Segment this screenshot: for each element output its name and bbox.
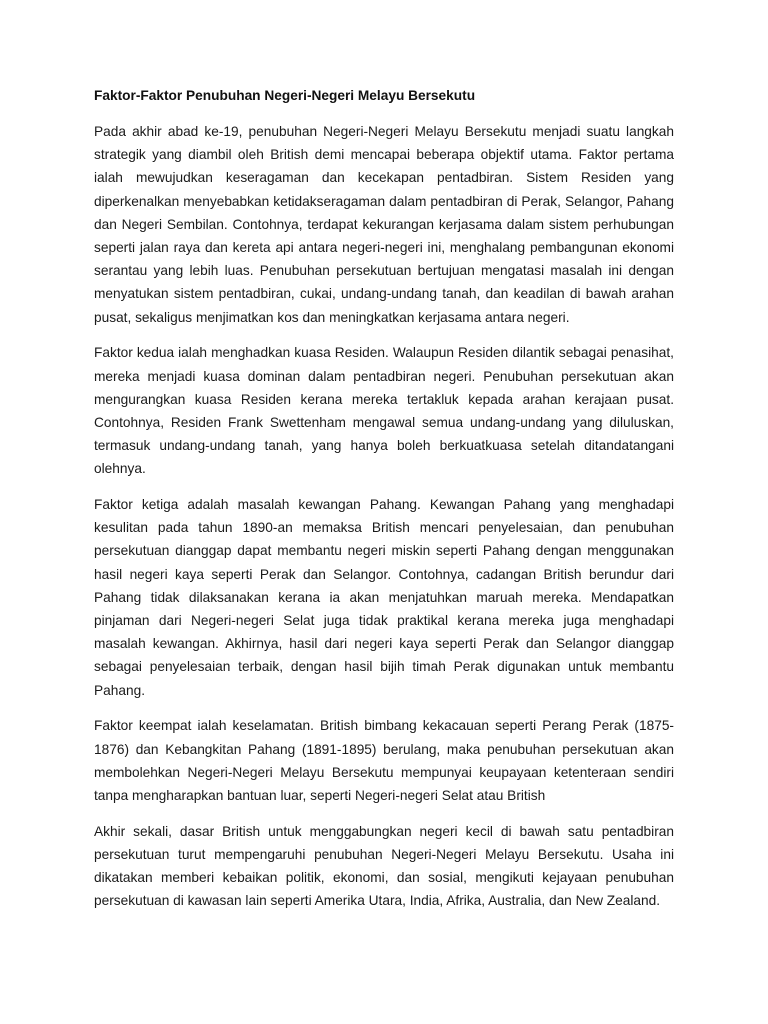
document-body [94, 84, 674, 925]
paragraph-4: Faktor keempat ialah keselamatan. British bimbang kekacauan seperti Perang Perak (1875-1876) dan Kebangkitan Pahang (1891-1895) berulang, maka penubuhan persekutuan akan membolehkan Negeri-Negeri Melayu Bersekutu mempunyai keupayaan ketenteraan sendiri tanpa mengharapkan bantuan luar, seperti Negeri-negeri Selat atau British [94, 718, 674, 803]
paragraph-5: Akhir sekali, dasar British untuk menggabungkan negeri kecil di bawah satu pentadbiran persekutuan turut mempengaruhi penubuhan Negeri-Negeri Melayu Bersekutu. Usaha ini dikatakan memberi kebaikan politik, ekonomi, dan sosial, mengikuti kejayaan penubuhan persekutuan di kawasan lain seperti Amerika Utara, India, Afrika, Australia, dan New Zealand. [94, 823, 674, 909]
paragraph-2: Faktor kedua ialah menghadkan kuasa Residen. Walaupun Residen dilantik sebagai penasihat, mereka menjadi kuasa dominan dalam pentadbiran negeri. Penubuhan persekutuan akan mengurangkan kuasa Residen kerana mereka tertakluk kepada arahan kerajaan pusat. Contohnya, Residen Frank Swettenham mengawal semua undang-undang yang diluluskan, termasuk undang-undang tanah, yang hanya boleh berkuatkuasa setelah ditandatangani olehnya. [94, 345, 674, 477]
paragraph-3: Faktor ketiga adalah masalah kewangan Pahang. Kewangan Pahang yang menghadapi kesulitan pada tahun 1890-an memaksa British mencari penyelesaian, dan penubuhan persekutuan dianggap dapat membantu negeri miskin seperti Pahang dengan menggunakan hasil negeri kaya seperti Perak dan Selangor. Contohnya, cadangan British berundur dari Pahang tidak dilaksanakan kerana ia akan menjatuhkan maruah mereka. Mendapatkan pinjaman dari Negeri-negeri Selat juga tidak praktikal kerana mereka juga menghadapi masalah kewangan. Akhirnya, hasil dari negeri kaya seperti Perak dan Selangor dianggap sebagai penyelesaian terbaik, dengan hasil bijih timah Perak digunakan untuk membantu Pahang. [94, 497, 674, 698]
document-title: Faktor-Faktor Penubuhan Negeri-Negeri Melayu Bersekutu [94, 88, 476, 103]
paragraph-1: Pada akhir abad ke-19, penubuhan Negeri-Negeri Melayu Bersekutu menjadi suatu langkah strategik yang diambil oleh British demi mencapai beberapa objektif utama. Faktor pertama ialah mewujudkan keseragaman dan kecekapan pentadbiran. Sistem Residen yang diperkenalkan menyebabkan ketidakseragaman dalam pentadbiran di Perak, Selangor, Pahang dan Negeri Sembilan. Contohnya, terdapat kekurangan kerjasama dalam sistem perhubungan seperti jalan raya dan kereta api antara negeri-negeri ini, menghalang pembangunan ekonomi serantau yang lebih luas. Penubuhan persekutuan bertujuan mengatasi masalah ini dengan menyatukan sistem pentadbiran, cukai, undang-undang tanah, dan keadilan di bawah arahan pusat, sekaligus menjimatkan kos dan meningkatkan kerjasama antara negeri. [94, 124, 674, 325]
